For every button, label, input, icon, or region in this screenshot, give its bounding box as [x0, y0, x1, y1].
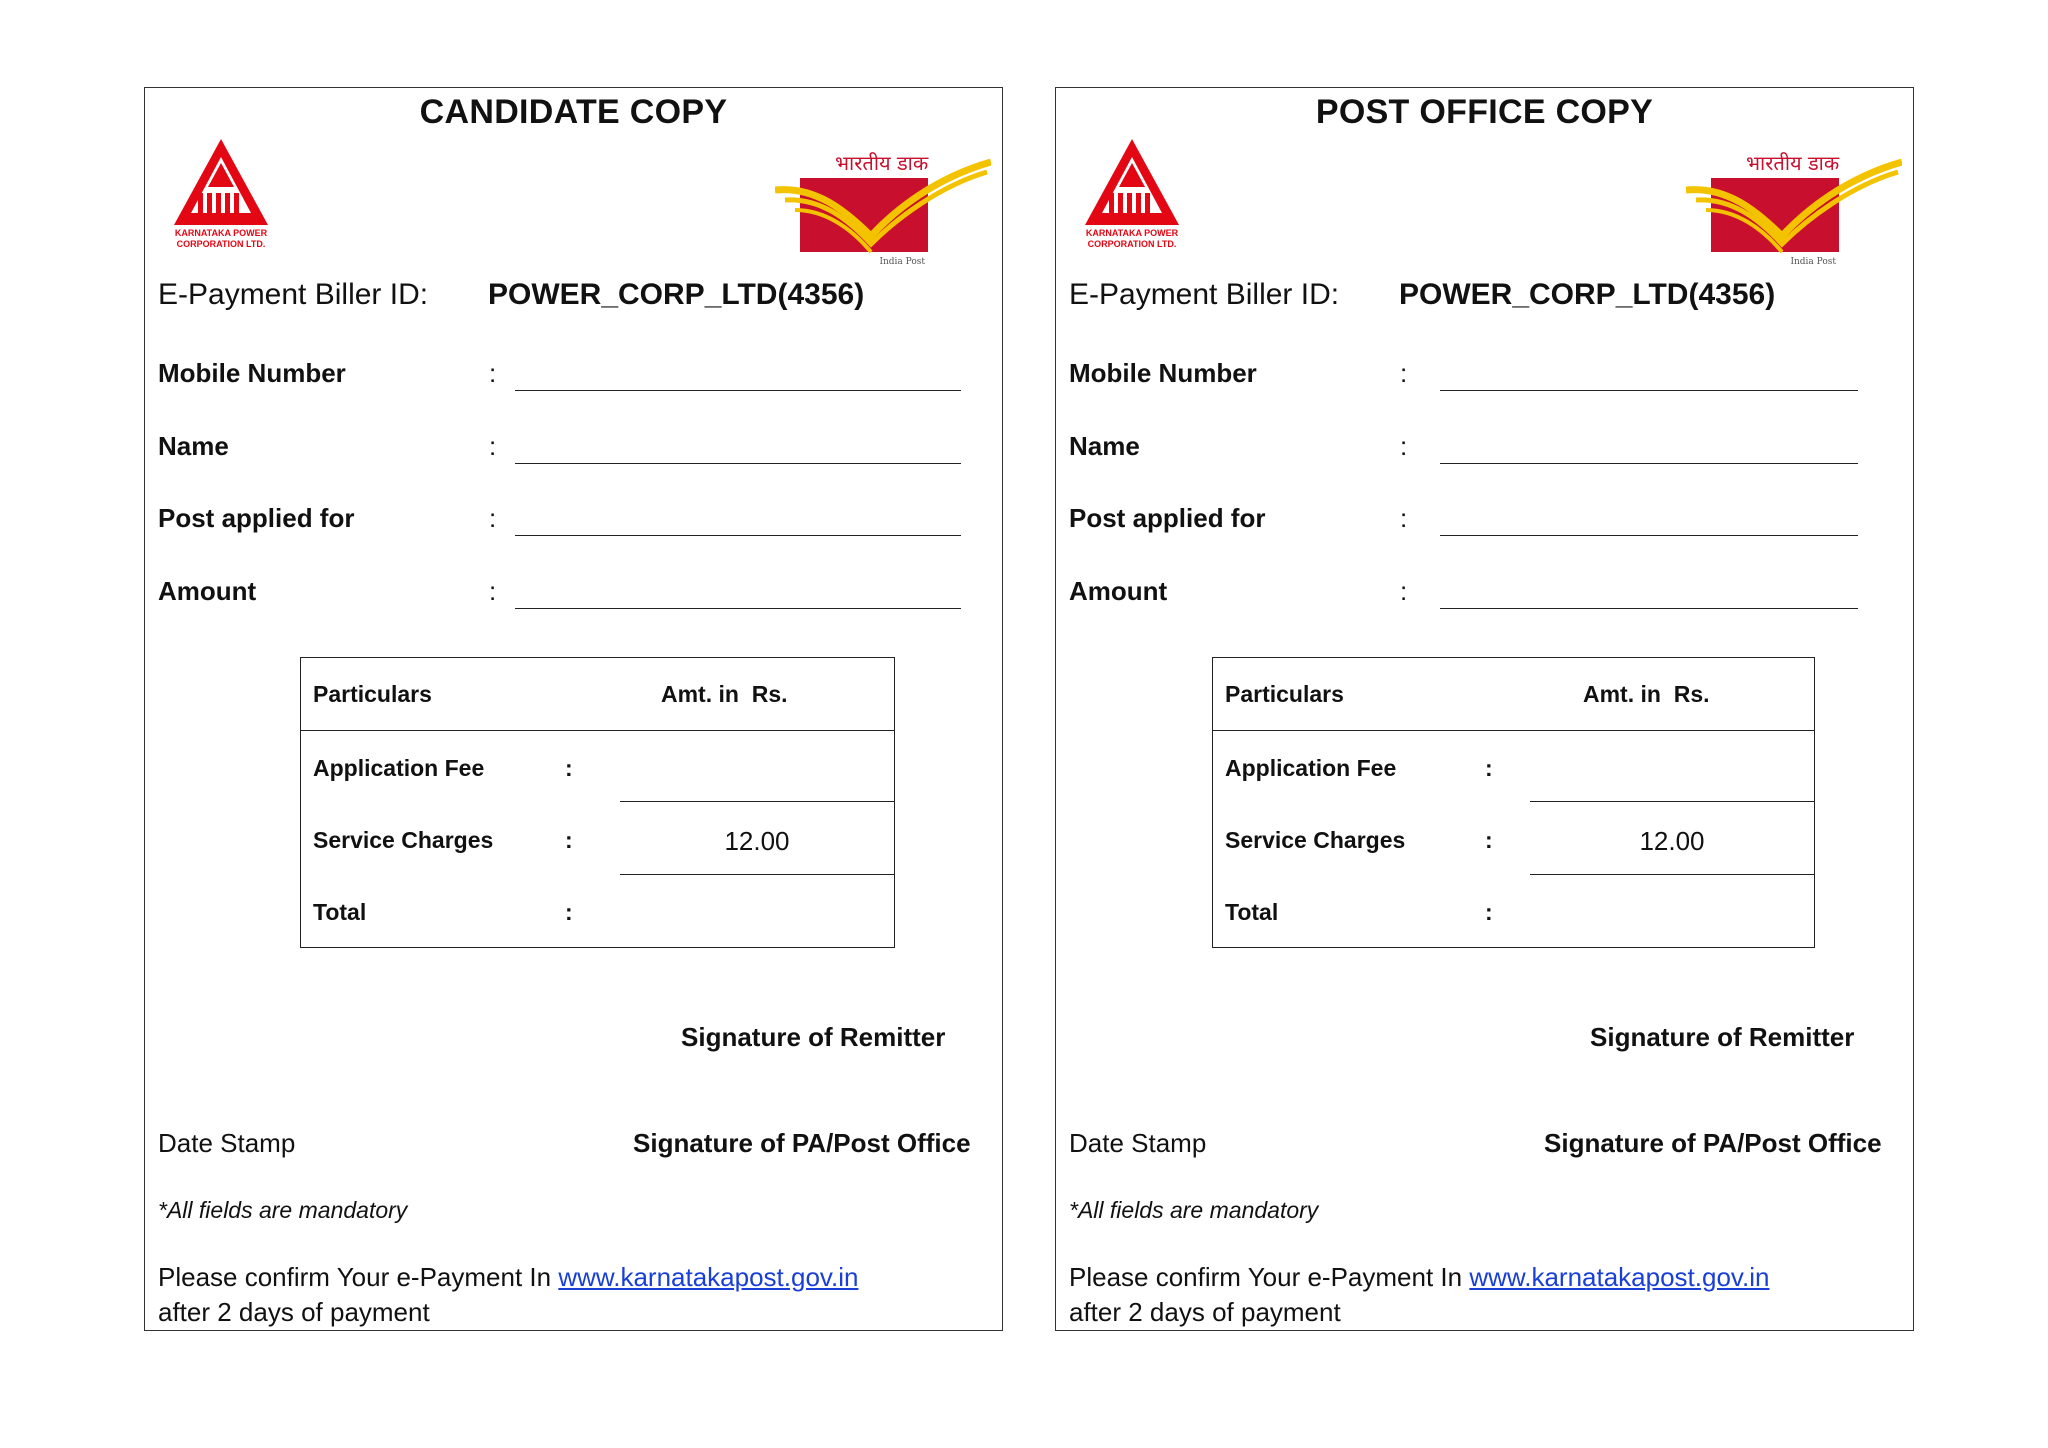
application-fee-field[interactable] — [1530, 801, 1814, 802]
colon: : — [489, 358, 497, 388]
service-charges-field — [1530, 874, 1814, 875]
svg-text:KARNATAKA POWER: KARNATAKA POWER — [174, 228, 268, 238]
total-label: Total — [1225, 899, 1279, 925]
particulars-header: Particulars — [313, 681, 432, 707]
mandatory-note: *All fields are mandatory — [1069, 1197, 1319, 1223]
name-label: Name — [158, 431, 229, 461]
amount-header: Amt. in Rs. — [661, 681, 788, 707]
confirm-suffix: after 2 days of payment — [158, 1297, 430, 1327]
colon: : — [565, 827, 573, 853]
service-charges-value: 12.00 — [1639, 826, 1705, 856]
india-post-logo-icon — [775, 148, 991, 268]
particulars-header: Particulars — [1225, 681, 1344, 707]
total-label: Total — [313, 899, 367, 925]
confirm-text: Please confirm Your e-Payment In — [1069, 1262, 1470, 1292]
svg-text:India Post: India Post — [1790, 257, 1836, 267]
service-charges-label: Service Charges — [1225, 827, 1406, 853]
date-stamp-label: Date Stamp — [1069, 1128, 1207, 1158]
post-office-copy-slip — [1055, 87, 1914, 1331]
post-applied-label: Post applied for — [158, 503, 355, 533]
colon: : — [1400, 358, 1408, 388]
biller-id-label: E-Payment Biller ID: — [158, 278, 429, 311]
svg-text:भारतीय डाक: भारतीय डाक — [835, 151, 929, 175]
confirm-line — [1069, 1262, 1769, 1293]
signature-remitter-label: Signature of Remitter — [1590, 1022, 1855, 1052]
colon: : — [489, 431, 497, 461]
colon: : — [1485, 827, 1493, 853]
post-applied-label: Post applied for — [1069, 503, 1266, 533]
amount-label: Amount — [1069, 576, 1168, 606]
colon: : — [489, 576, 497, 606]
date-stamp-label: Date Stamp — [158, 1128, 296, 1158]
colon: : — [1400, 431, 1408, 461]
colon: : — [1400, 503, 1408, 533]
svg-text:KARNATAKA POWER: KARNATAKA POWER — [1085, 228, 1179, 238]
india-post-logo-icon — [1686, 148, 1902, 268]
slip-title: CANDIDATE COPY — [419, 93, 728, 131]
kpc-logo-icon — [171, 137, 271, 251]
fee-table — [300, 657, 895, 948]
kpc-logo-icon — [1082, 137, 1182, 251]
colon: : — [1485, 755, 1493, 781]
svg-text:CORPORATION LTD.: CORPORATION LTD. — [176, 239, 266, 249]
signature-remitter-label: Signature of Remitter — [681, 1022, 946, 1052]
confirm-text: Please confirm Your e-Payment In — [158, 1262, 559, 1292]
biller-id-value: POWER_CORP_LTD(4356) — [1399, 278, 1776, 311]
signature-post-office-label: Signature of PA/Post Office — [633, 1128, 971, 1158]
fee-table — [1212, 657, 1815, 948]
biller-id-label: E-Payment Biller ID: — [1069, 278, 1340, 311]
karnatakapost-link[interactable]: www.karnatakapost.gov.in — [558, 1262, 859, 1292]
mobile-number-label: Mobile Number — [158, 358, 346, 388]
amount-field[interactable] — [515, 608, 961, 609]
svg-text:CORPORATION LTD.: CORPORATION LTD. — [1087, 239, 1177, 249]
post-applied-field[interactable] — [515, 535, 961, 536]
svg-text:भारतीय डाक: भारतीय डाक — [1746, 151, 1840, 175]
application-fee-label: Application Fee — [313, 755, 485, 781]
service-charges-field — [620, 874, 894, 875]
mobile-number-label: Mobile Number — [1069, 358, 1257, 388]
application-fee-field[interactable] — [620, 801, 894, 802]
mobile-number-field[interactable] — [1440, 390, 1858, 391]
signature-post-office-label: Signature of PA/Post Office — [1544, 1128, 1882, 1158]
colon: : — [1400, 576, 1408, 606]
post-applied-field[interactable] — [1440, 535, 1858, 536]
colon: : — [489, 503, 497, 533]
colon: : — [1485, 899, 1493, 925]
amount-field[interactable] — [1440, 608, 1858, 609]
colon: : — [565, 899, 573, 925]
name-label: Name — [1069, 431, 1140, 461]
colon: : — [565, 755, 573, 781]
amount-label: Amount — [158, 576, 257, 606]
confirm-suffix: after 2 days of payment — [1069, 1297, 1341, 1327]
service-charges-value: 12.00 — [724, 826, 790, 856]
svg-text:India Post: India Post — [879, 257, 925, 267]
service-charges-label: Service Charges — [313, 827, 494, 853]
confirm-line — [158, 1262, 858, 1293]
karnatakapost-link[interactable]: www.karnatakapost.gov.in — [1469, 1262, 1770, 1292]
slip-title: POST OFFICE COPY — [1315, 93, 1654, 131]
amount-header: Amt. in Rs. — [1583, 681, 1710, 707]
biller-id-value: POWER_CORP_LTD(4356) — [488, 278, 865, 311]
mobile-number-field[interactable] — [515, 390, 961, 391]
candidate-copy-slip — [144, 87, 1003, 1331]
mandatory-note: *All fields are mandatory — [158, 1197, 408, 1223]
name-field[interactable] — [1440, 463, 1858, 464]
name-field[interactable] — [515, 463, 961, 464]
application-fee-label: Application Fee — [1225, 755, 1397, 781]
